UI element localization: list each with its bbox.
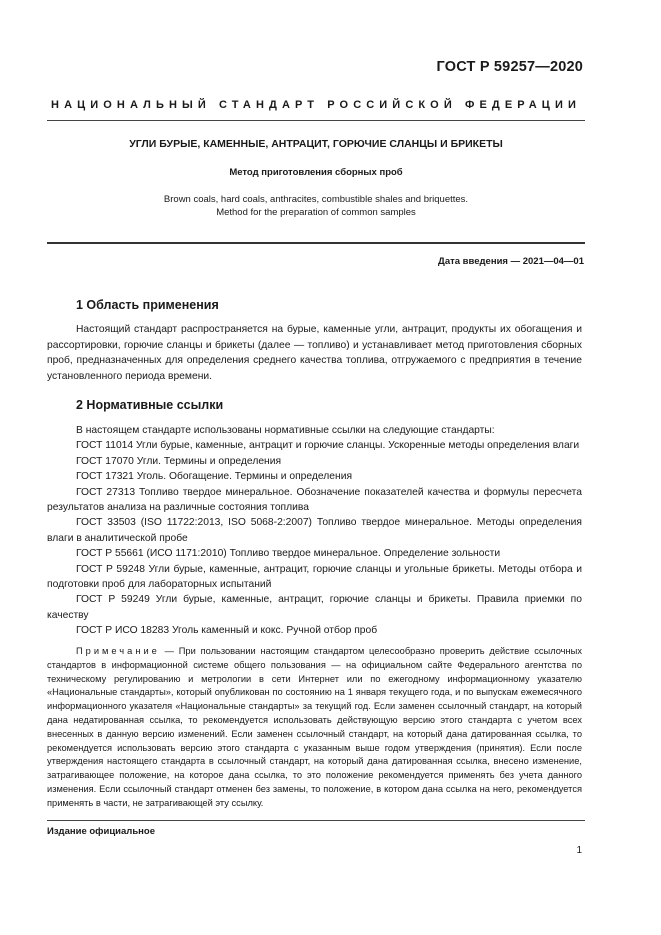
page-number: 1 — [576, 845, 582, 856]
reference-item: ГОСТ Р ИСО 18283 Уголь каменный и кокс. Ручной отбор проб — [76, 625, 378, 637]
introduction-date: Дата введения — 2021—04—01 — [438, 256, 584, 267]
reference-intro: В настоящем стандарте использованы нормативные ссылки на следующие стандарты: — [76, 425, 495, 436]
section-2-heading: 2 Нормативные ссылки — [76, 398, 224, 412]
footer-divider — [47, 820, 585, 821]
reference-item: ГОСТ Р 59248 Угли бурые, каменные, антрацит, горючие сланцы и угольные брикеты. Методы отбора и подготовки проб для лабораторных испытаний — [47, 563, 582, 591]
note-block — [47, 645, 582, 811]
document-subtitle: Метод приготовления сборных проб — [229, 167, 403, 178]
section-1-heading: 1 Область применения — [76, 298, 219, 312]
gost-code: ГОСТ Р 59257—2020 — [436, 59, 583, 75]
reference-item: ГОСТ 17321 Уголь. Обогащение. Термины и определения — [76, 471, 353, 483]
note-label: Примечание — [76, 646, 160, 656]
reference-item: ГОСТ 17070 Угли. Термины и определения — [76, 455, 282, 467]
header-divider — [47, 120, 585, 121]
national-standard-banner: НАЦИОНАЛЬНЫЙ СТАНДАРТ РОССИЙСКОЙ ФЕДЕРАЦИИ — [51, 99, 581, 111]
reference-item: ГОСТ Р 59249 Угли бурые, каменные, антрацит, горючие сланцы и брикеты. Правила приемки по качеству — [47, 594, 582, 621]
reference-item: ГОСТ Р 55661 (ИСО 1171:2010) Топливо твердое минеральное. Определение зольности — [76, 548, 501, 560]
english-title — [47, 194, 585, 219]
english-title-line-2: Method for the preparation of common samples — [216, 206, 416, 218]
english-title-line-1: Brown coals, hard coals, anthracites, combustible shales and briquettes. — [163, 194, 469, 205]
title-divider — [47, 242, 585, 244]
section-1-text: Настоящий стандарт распространяется на бурые, каменные угли, антрацит, продукты их обогащения и рассортировки, горючие сланцы и брикеты (далее — топливо) и устанавливает метод приготовления сборных проб, предназначенных для определения среднего качества топлива, отгружаемого с предприятия в течение установленного периода времени. — [47, 324, 582, 382]
reference-item: ГОСТ 11014 Угли бурые, каменные, антрацит и горючие сланцы. Ускоренные методы определения влаги — [76, 440, 580, 452]
note-text: — При пользовании настоящим стандартом целесообразно проверить действие ссылочных стандартов в информационной системе общего пользования — на официальном сайте Федерального агентства по техническому регулированию и метрологии в сети Интернет или по ежегодному информационному указателю «Национальные стандарты», который опубликован по состоянию на 1 января текущего года, и по выпускам ежемесячного информационного указателя «Национальные стандарты» за текущий год. Если заменен ссылочный стандарт, на который дана недатированная ссылка, то рекомендуется использовать действующую версию этого стандарта с учетом всех внесенных в данную версию изменений. Если заменен ссылочный стандарт, на который дана датированная ссылка, то рекомендуется использовать версию этого стандарта с указанным выше годом утверждения (принятия). Если после утверждения настоящего стандарта в ссылочный стандарт, на который дана датированная ссылка, внесено изменение, затрагивающее положение, на которое дана ссылка, то это положение рекомендуется применять без учета данного изменения. Если ссылочный стандарт отменен без замены, то положение, в котором дана ссылка на него, рекомендуется применять в части, не затрагивающей эту ссылку. — [47, 646, 582, 808]
official-edition-label: Издание официальное — [47, 826, 155, 837]
document-title: УГЛИ БУРЫЕ, КАМЕННЫЕ, АНТРАЦИТ, ГОРЮЧИЕ СЛАНЦЫ И БРИКЕТЫ — [129, 138, 503, 150]
reference-item: ГОСТ 33503 (ISO 11722:2013, ISO 5068-2:2007) Топливо твердое минеральное. Методы определения влаги в аналитической пробе — [47, 517, 582, 544]
reference-item: ГОСТ 27313 Топливо твердое минеральное. Обозначение показателей качества и формулы пересчета результатов анализа на различные состояния топлива — [47, 486, 582, 514]
normative-references-list — [47, 423, 582, 639]
